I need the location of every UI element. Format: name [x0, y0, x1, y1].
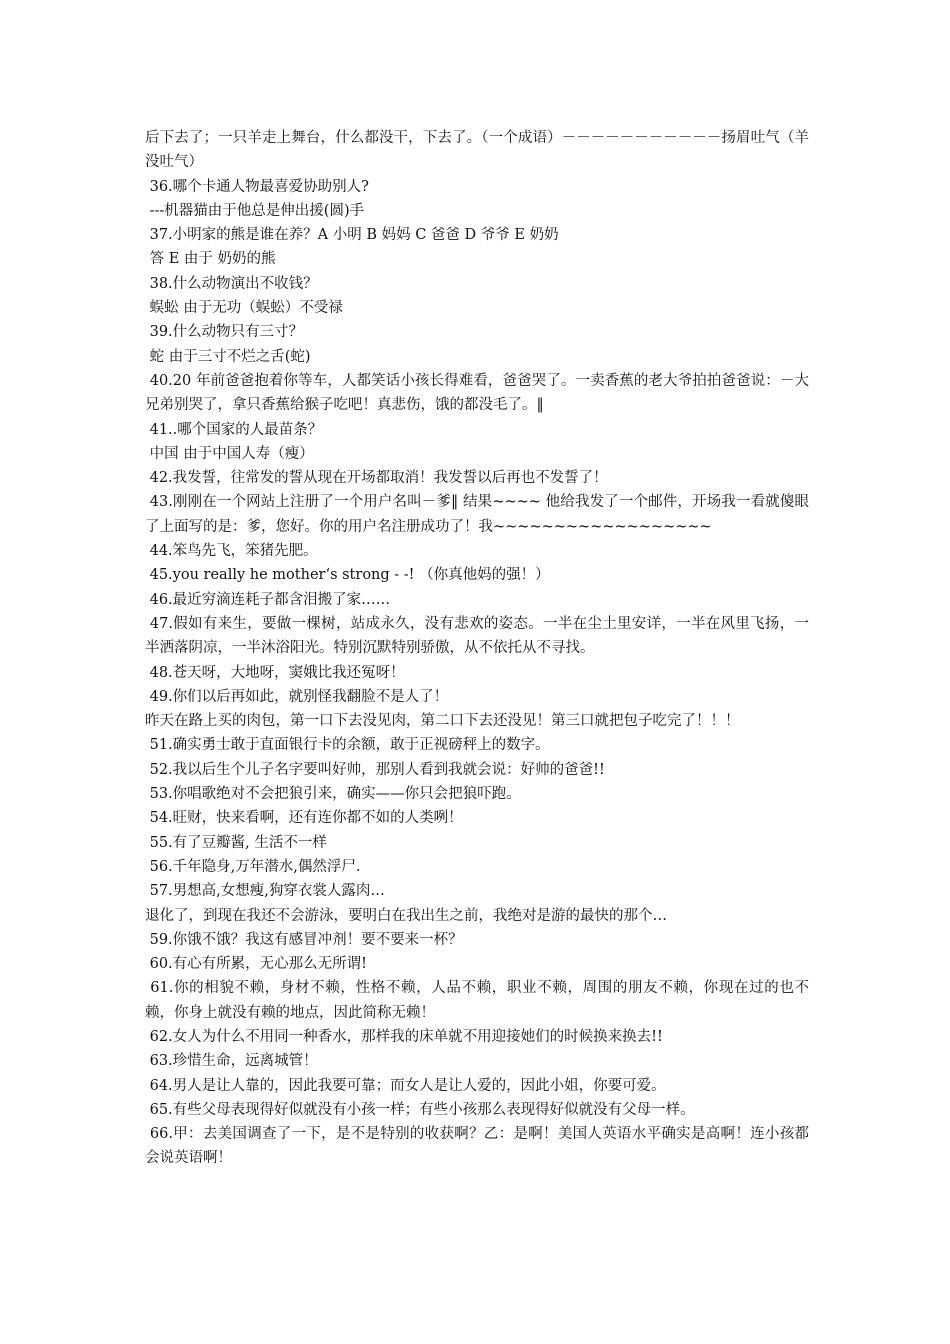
text-line: 54.旺财，快来看啊，还有连你都不如的人类咧！: [145, 810, 463, 827]
text-line: 答 E 由于 奶奶的熊: [145, 251, 276, 268]
text-line: 48.苍天呀，大地呀，窦娥比我还冤呀！: [145, 664, 405, 681]
text-line: 退化了，到现在我还不会游泳，要明白在我出生之前，我绝对是游的最快的那个…: [145, 907, 667, 924]
text-line: 38.什么动物演出不收钱？: [145, 275, 318, 292]
text-line: 46.最近穷滴连耗子都含泪搬了家……: [145, 591, 391, 608]
text-line: 中国 由于中国人寿（瘦）: [145, 445, 314, 462]
text-line: 44.笨鸟先飞，笨猪先肥。: [145, 543, 318, 560]
text-line: 62.女人为什么不用同一种香水，那样我的床单就不用迎接她们的时候换来换去!!: [145, 1028, 663, 1045]
text-line: 59.你饿不饿？我这有感冒冲剂！要不要来一杯？: [145, 931, 463, 948]
text-line: 45.you really he mother‘s strong - -! （你真他妈的强！）: [145, 567, 550, 584]
text-line: 57.男想高,女想瘦,狗穿衣裳人露肉…: [145, 883, 385, 900]
text-line: 41..哪个国家的人最苗条？: [145, 421, 323, 438]
text-line: 53.你唱歌绝对不会把狼引来，确实——你只会把狼吓跑。: [145, 786, 521, 803]
text-line: 43.刚刚在一个网站上注册了一个用户名叫－爹‖ 结果~~~~ 他给我发了一个邮件，开场我一看就傻眼了上面写的是：爹，您好。你的用户名注册成功了！我~~~~~~~~~~~~~~~~~~: [145, 494, 810, 535]
text-line: 蛇 由于三寸不烂之舌(蛇): [145, 348, 311, 365]
text-line: 49.你们以后再如此，就别怪我翻脸不是人了！: [145, 688, 449, 705]
text-line: 65.有些父母表现得好似就没有小孩一样；有些小孩那么表现得好似就没有父母一样。: [145, 1101, 695, 1118]
text-line: 51.确实勇士敢于直面银行卡的余额，敢于正视磅秤上的数字。: [145, 737, 550, 754]
text-line: 55.有了豆瓣酱, 生活不一样: [145, 834, 327, 851]
text-line: 63.珍惜生命，远离城管！: [145, 1053, 318, 1070]
document-body: [145, 126, 809, 1171]
text-line: 52.我以后生个儿子名字要叫好帅，那别人看到我就会说：好帅的爸爸!!: [145, 761, 605, 778]
text-line: 56.千年隐身,万年潜水,偶然浮尸.: [145, 858, 361, 875]
text-line: 昨天在路上买的肉包，第一口下去没见肉，第二口下去还没见！第三口就把包子吃完了！！！: [145, 713, 740, 730]
text-line: 40.20 年前爸爸抱着你等车，人都笑话小孩长得难看，爸爸哭了。一卖香蕉的老大爷拍拍爸爸说：－大兄弟别哭了，拿只香蕉给猴子吃吧！真悲伤，饿的都没毛了。‖: [145, 372, 810, 414]
text-line: 36.哪个卡通人物最喜爱协助别人?: [145, 178, 369, 195]
text-line: 66.甲：去美国调查了一下，是不是特别的收获啊？乙：是啊！美国人英语水平确实是高啊！连小孩都会说英语啊！: [145, 1126, 809, 1167]
text-line: 42.我发誓，往常发的誓从现在开场都取消！我发誓以后再也不发誓了！: [145, 470, 608, 487]
text-line: 39.什么动物只有三寸？: [145, 324, 304, 341]
text-line: 37.小明家的熊是谁在养？A 小明 B 妈妈 C 爸爸 D 爷爷 E 奶奶: [145, 227, 559, 244]
text-line: 64.男人是让人靠的，因此我要可靠；而女人是让人爱的，因此小姐，你要可爱。: [145, 1077, 666, 1094]
text-line: 47.假如有来生，要做一棵树，站成永久，没有悲欢的姿态。一半在尘土里安详，一半在风里飞扬，一半洒落阴凉，一半沐浴阳光。特别沉默特别骄傲，从不依托从不寻找。: [145, 615, 809, 657]
text-line: 蜈蚣 由于无功（蜈蚣）不受禄: [145, 300, 343, 317]
text-line: ---机器猫由于他总是伸出援(圆)手: [145, 202, 365, 219]
text-line: 61.你的相貌不赖，身材不赖，性格不赖，人品不赖，职业不赖，周围的朋友不赖，你现在过的也不赖，你身上就没有赖的地点，因此简称无赖！: [145, 980, 809, 1021]
text-line: 后下去了；一只羊走上舞台，什么都没干，下去了。（一个成语）－－－－－－－－－－－扬眉吐气（羊没吐气）: [145, 130, 809, 171]
text-line: 60.有心有所累，无心那么无所谓!: [145, 956, 367, 973]
